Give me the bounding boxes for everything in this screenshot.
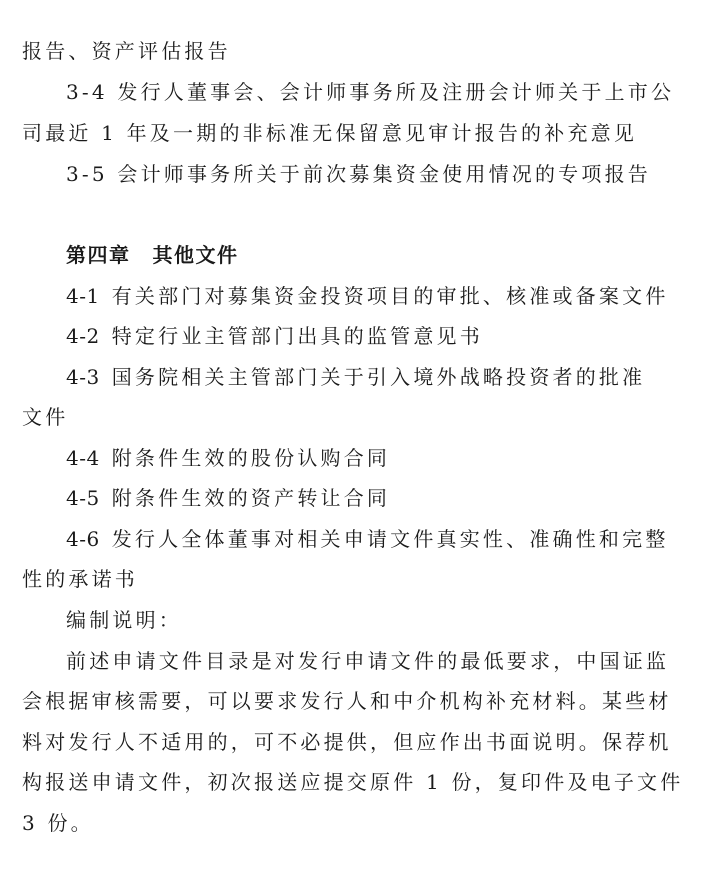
item-text: 特定行业主管部门出具的监管意见书 — [111, 324, 483, 348]
chapter-title: 其他文件 — [152, 243, 239, 267]
item-number: 4-4 — [66, 446, 100, 470]
list-item — [66, 322, 483, 350]
item-text: 附条件生效的股份认购合同 — [111, 446, 391, 470]
list-item — [66, 444, 390, 472]
item-text: 附条件生效的资产转让合同 — [111, 486, 391, 510]
notes-line: 构报送申请文件，初次报送应提交原件 1 份，复印件及电子文件 — [22, 770, 684, 794]
notes-line: 料对发行人不适用的，可不必提供，但应作出书面说明。保荐机 — [22, 730, 672, 754]
text-line: 司最近 1 年及一期的非标准无保留意见审计报告的补充意见 — [22, 121, 638, 145]
text-line: 3-4 发行人董事会、会计师事务所及注册会计师关于上市公 — [66, 80, 675, 104]
list-item-continuation: 性的承诺书 — [22, 567, 138, 591]
list-item — [66, 484, 390, 512]
item-text: 有关部门对募集资金投资项目的审批、核准或备案文件 — [111, 284, 669, 308]
text-line: 3-5 会计师事务所关于前次募集资金使用情况的专项报告 — [66, 162, 651, 186]
item-number: 4-3 — [66, 365, 100, 389]
list-item — [66, 282, 669, 310]
notes-line: 前述申请文件目录是对发行申请文件的最低要求，中国证监 — [66, 649, 670, 673]
chapter-heading — [66, 241, 239, 269]
list-item-continuation: 文件 — [22, 405, 69, 429]
list-item — [66, 525, 669, 553]
item-number: 4-6 — [66, 527, 100, 551]
item-text: 发行人全体董事对相关申请文件真实性、准确性和完整 — [111, 527, 669, 551]
notes-label: 编制说明： — [66, 608, 182, 632]
item-number: 4-1 — [66, 284, 100, 308]
chapter-number: 第四章 — [66, 243, 131, 267]
notes-line: 会根据审核需要，可以要求发行人和中介机构补充材料。某些材 — [22, 689, 672, 713]
text-line: 报告、资产评估报告 — [22, 39, 231, 63]
item-number: 4-2 — [66, 324, 100, 348]
item-text: 国务院相关主管部门关于引入境外战略投资者的批准 — [111, 365, 646, 389]
item-number: 4-5 — [66, 486, 100, 510]
notes-line: 3 份。 — [22, 811, 94, 835]
list-item — [66, 363, 645, 391]
